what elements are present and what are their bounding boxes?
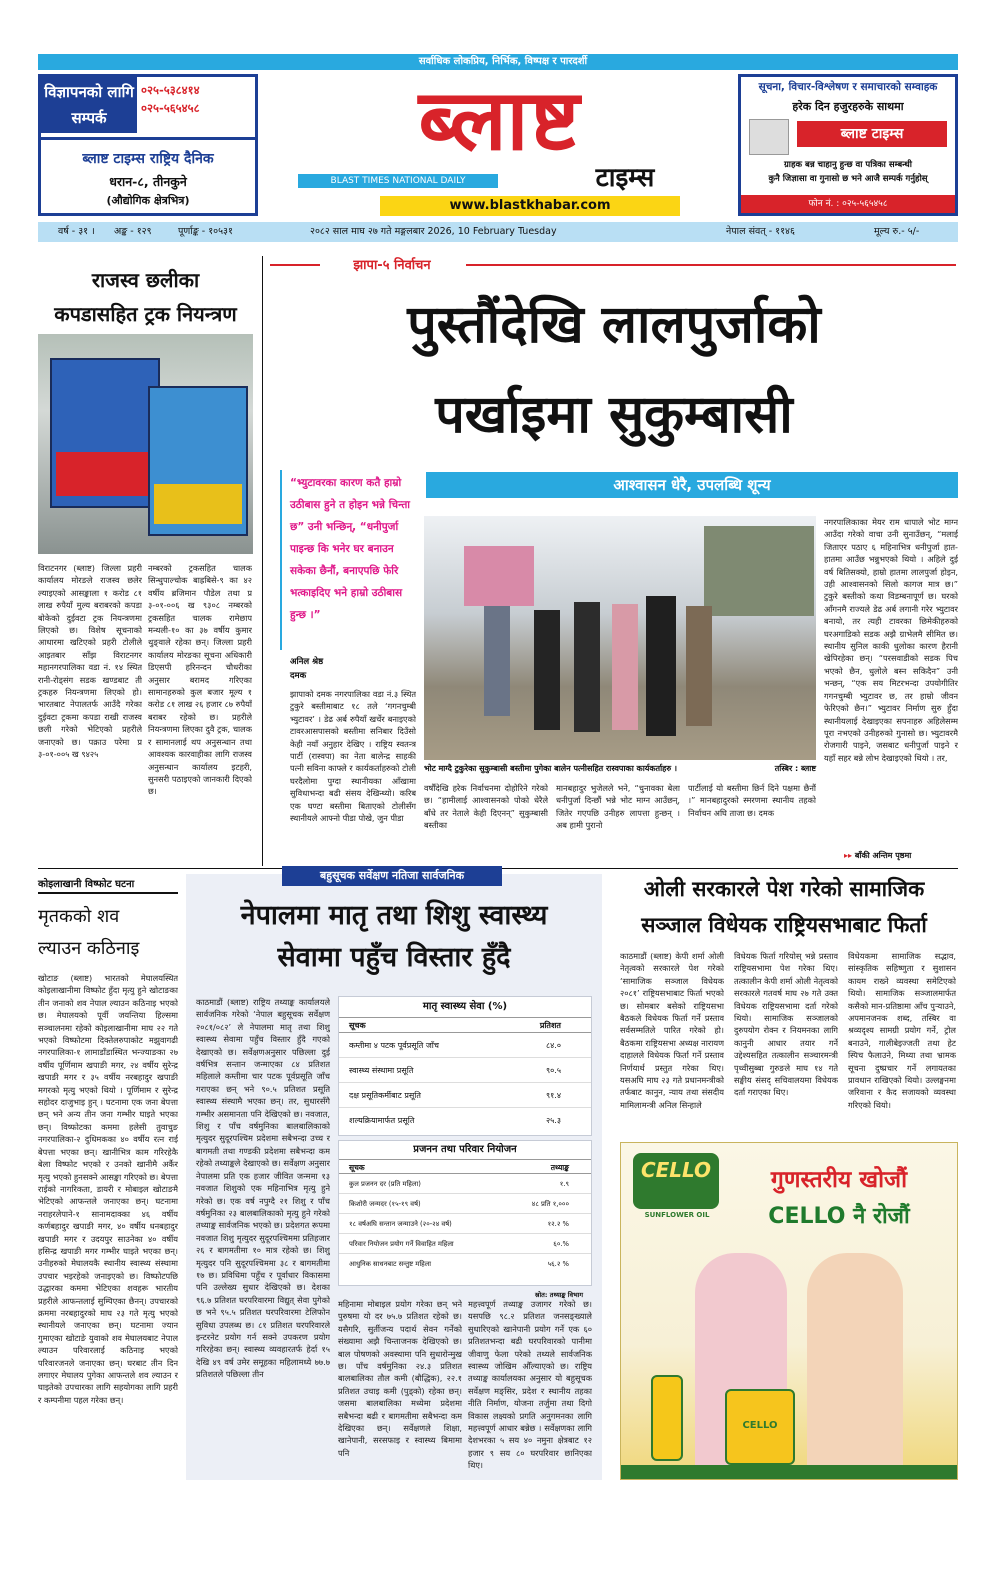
ad-right-brand: ब्लाष्ट टाइम्स [797, 121, 947, 147]
mine-headline-1: मृतकको शव [38, 906, 120, 927]
bill-body-col2: विधेयक फिर्ता गरियोस् भन्ने प्रस्ताव राष्ट्रियसभामा पेश गरेका थिए। तत्कालीन केपी शर्मा ओली नेतृत्वको सरकारले गतवर्ष माघ २७ गते उक्त विधेयक राष्ट्रियसभामा दर्ता गरेको थियो। सामाजिक सञ्जालको दुरुपयोग रोक्न र नियमनका लागि कानुनी आधार तयार गर्ने उद्देश्यसहित तत्कालीन सञ्चारमन्त्री पृथ्वीसुब्बा गुरुङले माघ १४ गते सङ्घीय संसद् सचिवालयमा विधेयक दर्ता गराएका थिए। [734, 951, 838, 1098]
table-row [339, 1234, 591, 1254]
truck-headline-1: राजस्व छलीका [91, 268, 200, 292]
row-value: १.९ [559, 1180, 569, 1188]
cello-logo [633, 1153, 719, 1209]
table-row [339, 1108, 591, 1133]
lead-headline-2: पर्खाइमा सुकुम्बासी [435, 385, 793, 445]
price: मूल्य रु.- ५/- [874, 226, 920, 237]
lead-deck: आश्वासन धेरै, उपलब्धि शून्य [426, 472, 958, 498]
row-label: शल्यक्रियामार्फत प्रसूति [349, 1116, 415, 1125]
table-row [339, 1083, 591, 1108]
ad-right-line2: ग्राहक बन्न चाहानु हुन्छ वा पत्रिका सम्बन्धी [784, 160, 912, 170]
issue: अङ्क - १२९ [114, 226, 152, 237]
survey-kicker: बहुसूचक सर्वेक्षण नतिजा सार्वजनिक [282, 866, 502, 886]
row-value: १२.२ % [547, 1220, 569, 1228]
truck-body-col2: नम्बरको ट्रकसहित चालक सिन्धुपाल्चोक बाह्रबिसे-९ का ४२ वर्षीय ब्रजिमान पौडेल तथा प्र ३-०१-००६ ख ९३०८ नम्बरको ट्रकसहित चालक रामेछाप मन्थली-१० का ३७ वर्षीय कुमार थुङ्वाले रहेका छन्। जिल्ला प्रहरी कार्यालय मोरङका सूचना अधिकारी डिएसपी हरिनन्दन चौधरीका अनुसार बरामद गरिएका सामानहरुको कुल बजार मूल्य १ करोड ८१ लाख २६ हजार ८७ रुपैयाँ बराबर रहेको छ। प्रहरीले नियन्त्रणमा लिएका दुवै ट्रक, चालक र सामानलाई थप अनुसन्धान तथा आवश्यक कारवाहीका लागि राजस्व अनुसन्धान कार्यालय इटहरी, सुनसरी पठाइएको जानकारी दिएको छ। [148, 563, 252, 797]
ad-left-divider [41, 137, 255, 140]
ad-right-phone: फोन नं. : ०२५-५६५४५८ [741, 195, 955, 213]
survey-body-c: महत्त्वपूर्ण तथ्याङ्क उजागर गरेको छ। यसपछि ९८.२ प्रतिशत जनसङ्ख्याले सुधारिएको खानेपानी प्रयोग गर्ने एक ६० प्रतिशतभन्दा बढी घरपरिवारको पानीमा जीवाणु फेला परेको तथ्यले सार्वजनिक स्वास्थ्य जोखिम औँल्याएको छ। राष्ट्रिय तथ्याङ्क कार्यालयका अनुसार यो बहुसूचक सर्वेक्षण मङ्सिर, प्रदेश र स्थानीय तहका नीति निर्माण, योजना तर्जुमा तथा दिगो विकास लक्ष्यको प्रगति अनुगमनका लागि महत्त्वपूर्ण आधार बन्नेछ । सर्वेक्षणका लागि देशभरका ५ सय ४० नमुना क्षेत्रबाट १२ हजार ९ सय ८० घरपरिवार छानिएका थिए। [468, 1299, 592, 1471]
newspaper-icon [749, 119, 789, 155]
row-label: दक्ष प्रसूतिकर्मीबाट प्रसूति [349, 1091, 421, 1100]
lead-body-right: नगरपालिकाका मेयर राम धापाले भोट माग्न आउँदा गरेको वाचा उनी सुनाउँछन्, “मलाई जिताएर पठाए ६ महिनाभित्र धनीपुर्जा हात-हातमा आउँछ भन्नुभएको थियो । अहिले दुई वर्ष बितिसक्यो, हाम्रो हातमा लालपुर्जा होइन, उही आश्वासनको सिलो कागज मात्र छ।” टुकुरे बस्तीको कथा विडम्बनापूर्ण छ। घरको आँगनमै राज्यले डेढ अर्ब लगानी गरेर भ्युटावर बनायो, तर त्यही टावरका छिमेकीहरुको घरअगाडिको सडक अझै ग्राभेलमै सीमित छ। स्थानीय सुनिल काकी धुलोका कारण हैरानी खेपिरहेका छन्। “परसवाडीको सडक पिच भएको छैन, धुलोले बस्न सकिदैन” उनी भन्छन्, “एक सय मिटरभन्दा उपयोगीतिर गगनचुम्बी भ्युटावर छ, तर हाम्रो जीवन फेरिएको छैन।” भ्युटावर निर्माण सुरु हुँदा स्थानीयलाई देखाइएका सपनाहरु अहिलेसम्म पूरा नभएको उनीहरुको गुनासो छ। भ्युटावरमै रोजगारी पाइने, जसबाट धनीपुर्जा पाइने र यहाँ सहर बन्ने लोभ देखाइएको थियो । तर, [824, 517, 958, 763]
ad-contact-left [38, 74, 258, 216]
truck-headline-2: कपडासहित ट्रक नियन्त्रण [54, 302, 237, 326]
continued-text: बाँकी अन्तिम पृष्ठमा [854, 851, 912, 860]
cello-advertisement [620, 1142, 958, 1480]
divider-vertical-1 [262, 256, 263, 866]
table-row [339, 1214, 591, 1234]
row-value: ८४.० [545, 1041, 561, 1050]
logo-english-name: BLAST TIMES NATIONAL DAILY [298, 174, 498, 188]
fertility-table-title: प्रजनन तथा परिवार नियोजन [413, 1144, 517, 1155]
cello-product: SUNFLOWER OIL [644, 1211, 710, 1219]
lead-photo-caption: भोट माग्दै टुकुरेका सुकुम्बासी बस्तीमा पुगेका बालेन पत्नीसहित रास्वपाका कार्यकर्ताहरु । [424, 764, 678, 773]
full-number: पूर्णाङ्क - १०५३१ [178, 226, 233, 237]
logo-text: ब्लाष्ट [418, 71, 582, 169]
masthead-logo [290, 70, 710, 220]
table-row [339, 1254, 591, 1274]
maternal-table-title: मातृ स्वास्थ्य सेवा (%) [422, 1001, 508, 1012]
ad-left-title: विज्ञापनको लागि सम्पर्क [41, 77, 137, 133]
mine-kicker: कोइलाखानी विष्फोट घटना [38, 876, 178, 894]
kicker-rule-left [270, 264, 320, 266]
cello-slogan-2: CELLO नै रोजौं [768, 1204, 910, 1229]
truck-body-col1: विराटनगर (ब्लाष्ट) जिल्ला प्रहरी कार्यालय मोरङले राजस्व छलेर ल्याइएको आसङ्काला १ करोड ८१ लाख रुपैयाँ मुल्य बराबरको कपडा बोकेको दुईवटा ट्रक नियन्त्रणमा लिएको छ। विशेष सूचनाको आधारमा खटिएको प्रहरी टोलीले आइतबार साँझ विराटनगर महानगरपालिका वडा नं. १४ स्थित रानी-रोड्संग सडक खण्डबाट ती ट्रकहरु नियन्त्रणमा लिएको हो। भारतबाट नेपालतर्फ आउँदै गरेका दुईवटा ट्रकमा कपडा राखी राजस्व छली गरेको भेटिएको प्रहरीले जनाएको छ। पक्राउ परेमा प्र ३-०१-००५ ख ९४२५ [38, 563, 142, 760]
row-label: किशोरी जन्मदर (१५-१९ वर्ष) [349, 1200, 421, 1208]
row-value: २५.३ [545, 1116, 561, 1125]
pullquote-bar [280, 470, 282, 650]
row-value: ९१.४ [545, 1091, 561, 1100]
row-label: कम्तीमा ४ पटक पूर्वप्रसूति जाँच [349, 1041, 439, 1050]
lead-dateline: दमक [290, 671, 307, 681]
maternal-col-value: प्रतिशत [539, 1021, 561, 1030]
ad-right-line3: कुनै जिज्ञासा वा गुनासो छ भने आजै सम्पर्क गर्नुहोस् [768, 174, 928, 184]
table-row [339, 1033, 591, 1058]
ad-right-line1: हरेक दिन हजुरहरुके साथमा [792, 100, 904, 113]
row-value: ४८ प्रति १,००० [531, 1200, 569, 1208]
lead-headline-1: पुस्तौंदेखि लालपुर्जाको [407, 295, 821, 355]
ad-subscribe-right [738, 74, 958, 216]
fertility-col-value: तथ्याङ्क [550, 1163, 569, 1172]
row-label: परिवार नियोजन प्रयोग गर्ने विवाहित महिला [349, 1240, 454, 1248]
date-bar [38, 222, 958, 242]
bill-headline-2: सञ्जाल विधेयक राष्ट्रियसभाबाट फिर्ता [641, 913, 927, 937]
fertility-col-indicator: सूचक [349, 1163, 365, 1172]
lead-pullquote: “भ्युटावरका कारण कतै हाम्रो उठीबास हुने त होइन भन्ने चिन्ता छ” उनी भन्छिन्, “धनीपुर्जा पाइन्छ कि भनेर घर बनाउन सकेका छैनौं, बनाएपछि फेरि भत्काइदिए भने हाम्रो उठीबास हुन्छ ।” [290, 477, 411, 621]
masthead-tagline: सर्वाधिक लोकप्रिय, निर्भिक, विष्पक्ष र पारदर्शी [418, 56, 588, 67]
lead-body-mid-1: वर्षौंदेखि हरेक निर्वाचनमा दोहोरिने गरेको छ। “हामीलाई आश्वासनको पोको धेरैले बाँधे तर नेताले केही दिएनन्” सुकुम्बासी बस्तीका [424, 783, 548, 831]
table-row [339, 1058, 591, 1083]
fertility-table [338, 1140, 592, 1299]
lead-body-left: झापाको दमक नगरपालिका वडा नं.३ स्थित टुकुरे बस्तीमाबाट १८ तले ‘गगनचुम्बी भ्युटावर’ । डेढ अर्ब रुपैयाँ खर्चेर बनाइएको टावरआसपासको बस्तीमा सनिबार दिउँसो केही नयाँ अनुहार देखिए । राष्ट्रिय स्वतन्त्र पार्टी (रास्वपा) का नेता बालेन्द्र साहकी पत्नी सविना काफ्ले र कार्यकर्ताहरुको टोली घरदैलोमा पुग्दा स्थानीयका आँखामा सुविधाभन्दा बढी संसय देखिन्थ्यो। करिब एक घण्टा बस्तीमा बिताएको टोलीसँग स्थानीयले आफ्नो पीडा पोखे, जुन पीडा [290, 689, 416, 824]
lead-body-mid-2: मानबहादुर भुजेलले भने, “चुनावका बेला धनीपुर्जा दिन्छौं भन्ने भोट माग्न आउँछन्, जितेर गएपछि उनीहरु लापत्ता हुन्छन् । अब हामी पुरानो [556, 783, 680, 831]
row-value: ६०.% [553, 1240, 569, 1248]
survey-body-a: काठमाडौं (ब्लाष्ट) राष्ट्रिय तथ्याङ्क कार्यालयले सार्वजनिक गरेको ‘नेपाल बहुसूचक सर्वेक्षण २०८१/०८२’ ले नेपालमा मातृ तथा शिशु स्वास्थ्य सेवामा पहुँच विस्तार हुँदै गएको देखाएको छ। सर्वेक्षणअनुसार पछिल्ला दुई वर्षभित्र सन्तान जन्माएका ८४ प्रतिशत महिलाले कम्तीमा चार पटक पूर्वप्रसूति जाँच गराएका छन् भने ९०.५ प्रतिशत प्रसूति स्वास्थ्य संस्थामै भएका छन्। तर, सुधारसँगै गम्भीर असमानता पनि देखिएको छ। नवजात, शिशु र पाँच वर्षमुनिका बालबालिकाको मृत्युदर सुदूरपश्चिम प्रदेशमा सबैभन्दा उच्च र बागमती तथा गण्डकी प्रदेशमा सबैभन्दा कम रहेको तथ्याङ्कले देखाएको छ। सर्वेक्षण अनुसार नेपालमा प्रति एक हजार जीवित जन्ममा १३ नवजात शिशुको एक महिनाभित्र मृत्यु हुने गरेको छ। एक वर्ष नपुग्दै २१ शिशु र पाँच वर्षमुनिका २३ बालबालिकाको मृत्यु हुने गरेको तथ्याङ्क सार्वजनिक भएको छ। प्रदेशगत रूपमा नवजात शिशु मृत्युदर सुदूरपश्चिममा प्रतिहजार २६ र बागमतीमा १० मात्र रहेको छ। शिशु मृत्युदर पनि सुदूरपश्चिममा ३८ र बागमतीमा १७ छ। प्रविधिमा पहुँच र पूर्वाधार विकासमा पनि उल्लेख्य सुधार देखिएको छ। देशका ९६.७ प्रतिशत घरपरिवारमा विद्युत् सेवा पुगेको छ भने ९५.५ प्रतिशत घरपरिवारमा टेलिफोन सुविधा उपलब्ध छ। ८१ प्रतिशत घरपरिवारले इन्टरनेट प्रयोग गर्न सक्ने उपकरण प्रयोग गरिरहेका छन्। स्वास्थ्य व्यवहारतर्फ हेर्दा १५ देखि ४९ वर्ष उमेर समूहका महिलामध्ये ७७.७ प्रतिशतले पछिल्ला तीन [196, 997, 330, 1380]
model-right [807, 1253, 903, 1473]
mine-body: खोटाङ (ब्लाष्ट) भारतको मेघालयस्थित कोइलाखानीमा विष्फोट हुँदा मृत्यु हुने खोटाङका तीन जनाको शव नेपाल ल्याउन कठिनाइ भएको छ। मेघालयको पूर्वी जयन्तिया हिल्समा सञ्चालनमा रहेको कोइलाखानीमा माघ २२ गते भएको विष्फोटमा दिक्तेलरुपाकोट मझुवागढी नगरपालिका-१ लामाडाँडास्थित भन्ज्याङका २७ वर्षीय पूर्णिमाम खपाङी मगर, २४ वर्षीय सुरेन्द्र खपाङी मगर र ३५ वर्षीय नरबहादुर खपाङी मगरको मृत्यु भएको थियो । पूर्णिमाम र सुरेन्द्र सहोदर दाजुभाइ हुन् । घटनामा एक जना बेपत्ता छन् भने अन्य तीन जना गम्भीर घाइते भएका छन्। विष्फोटका कममा हलेसी तुवाचुङ नगरपालिका-२ दुधिमकका ४० वर्षीय रत्न राई बेपत्ता भएका छन्। खानीभित्र काम गरिरहेकै बेला विष्फोट भएको र उनको खानीमै अर्कैर मृत्यु भएको हुनसक्ने आसङ्का गरिएको छ। बेपत्ता राईको नागरिकता, डायरी र मोबाइल खोटाङमै भेटिएको आफन्तले जनाएका छन्। घटनामा नराहरलेपाने-१ सानामदाक्का ४६ वर्षीय कर्णबहादुर खपाङी मगर, ४० वर्षीय धनबहादुर खपाङी मगर र उदयपुर साउनेका ४० वर्षीय हसिन्द्र खपाङी मगर गम्भीर घाइते भएका छन्। उनीहरुको मेघालयकै स्थानीय स्वास्थ्य संस्थामा उपचार भइरहेको जनाइएको छ। विष्फोटपछि उद्धारका कममा भेटिएका शवहरू भारतीय प्रहरीले आफन्तलाई सुम्पिएका छैनन्। उपचारको क्रममा नरबहादुरको माघ २३ गते मृत्यु भएको स्थानीयले जनाएका छन्। घटनामा ज्यान गुमाएका खोटाङे युवाको शव मेघालयबाट नेपाल ल्याउन परिवारलाई कठिनाइ भएको परिवारजनले जनाएका छन्। घरबाट तीन दिन लगाएर मेघालय पुगेका आफन्तले शव ल्याउन र घाइतेको उपचारका लागि सहयोगका लागि प्रहरी र कम्पनीमा पहल गरेका छन्। [38, 973, 178, 1405]
ad-right-title: सूचना, विचार-विश्लेषण र समाचारको सम्वाहक [758, 81, 938, 93]
ad-left-address: धरान-८, तीनकुने [109, 174, 187, 189]
mine-headline-2: ल्याउन कठिनाइ [38, 938, 140, 959]
maternal-col-indicator: सूचक [349, 1021, 366, 1030]
table-row [339, 1194, 591, 1214]
lead-photo [424, 516, 816, 760]
cello-slogan-1: गुणस्तरीय खोजौं [770, 1167, 908, 1193]
lead-kicker: झापा-५ निर्वाचन [322, 256, 462, 276]
lead-body-mid-3: पार्टीलाई यो बस्तीमा छिर्न दिने पक्षमा छैनौं ।” मानबहादुरको स्मरणमा स्थानीय तहको निर्वाचन अघि ताजा छ। दमक [688, 783, 816, 818]
lead-continued: ▸▸ बाँकी अन्तिम पृष्ठमा [844, 851, 912, 860]
logo-sub: टाइम्स [595, 163, 655, 193]
lead-byline: अनिल श्रेष्ठ [290, 657, 324, 667]
fertility-table-source: स्रोत: तथ्याङ्क विभाग [535, 1291, 583, 1299]
cello-footer-band [621, 1465, 958, 1480]
bill-body-col3: विधेयकमा सामाजिक सद्भाव, सांस्कृतिक सहिष्णुता र सुशासन कायम राख्ने व्यवस्था समेटिएको थियो। सामाजिक सञ्जालमार्फत कसैको मान-प्रतिष्ठामा आँच पुऱ्याउने, अपमानजनक शब्द, तस्बिर वा श्रव्यदृश्य सामग्री प्रयोग गर्ने, ट्रोल बनाउने, गालीबेइज्जती तथा हेट स्पिच फैलाउने, मिथ्या तथा भ्रामक सूचना दुष्प्रचार गर्ने लगायतका प्रावधान राखिएको थियो। उल्लङ्घनमा जरिवाना र कैद सजायको व्यवस्था गरिएको थियो। [848, 951, 956, 1110]
bill-headline-1: ओली सरकारले पेश गरेको सामाजिक [643, 877, 925, 901]
lead-photo-credit: तस्बिर : ब्लाष्ट [750, 762, 816, 776]
row-label: १८ वर्षअघि सन्तान जन्माउने (२०-२४ वर्ष) [349, 1220, 452, 1228]
ad-left-phone2: ०२५-५६५४५८ [141, 101, 200, 115]
row-label: आधुनिक साधनबाट सन्तुष्ट महिला [349, 1260, 432, 1268]
website-link[interactable]: www.blastkhabar.com [380, 196, 680, 216]
oil-jar: CELLO [725, 1389, 795, 1465]
maternal-table [338, 996, 592, 1136]
issue-date: २०८२ साल माघ २७ गते मङ्गलबार 2026, 10 February Tuesday [310, 226, 557, 237]
cello-brand: CELLO [640, 1158, 712, 1182]
ad-left-name: ब्लाष्ट टाइम्स राष्ट्रिय दैनिक [82, 151, 214, 167]
truck-photo [38, 334, 253, 554]
bill-body-col1: काठमाडौं (ब्लाष्ट) केपी शर्मा ओली नेतृत्वको सरकारले पेश गरेको ‘सामाजिक सञ्जाल विधेयक २०८१’ राष्ट्रियसभाबाट फिर्ता भएको छ। सोमबार बसेको राष्ट्रियसभा बैठकले विधेयक फिर्ता गर्ने प्रस्ताव सर्वसम्मतिले पारित गरेको हो। बैठकमा राष्ट्रियसभा अध्यक्ष नारायण दाहालले विधेयक फिर्ता गर्ने प्रस्ताव निर्णयार्थ प्रस्तुत गरेका थिए। यसअघि माघ २३ गते प्रधानमन्त्रीको तर्फबाट कानुन, न्याय तथा संसदीय मामिलामन्त्री अनिल सिन्हाले [620, 951, 724, 1110]
nepal-samvat: नेपाल संवत् - ११४६ [726, 226, 795, 237]
row-label: कुल प्रजनन दर (प्रति महिला) [349, 1180, 421, 1188]
survey-headline-2: सेवामा पहुँच विस्तार हुँदै [277, 942, 511, 973]
survey-body-b: महिनामा मोबाइल प्रयोग गरेका छन् भने पुरुषमा यो दर ७५.७ प्रतिशत रहेको छ। यसैगरि, सुर्तीजन्य पदार्थ सेवन गर्नेको संख्यामा अझै चिन्ताजनक देखिएको छ। बाल पोषणको अवस्थामा पनि सुधारोन्मुख छ। पाँच वर्षमुनिका २४.३ प्रतिशत बालबालिका तौल कमी (बौद्धिक), २२.१ प्रतिशत उचाइ कमी (पुड्को) रहेका छन्। जसमा बालबालिका मध्येमा प्रदेशमा सबैभन्दा बढी र बागमतीमा सबैभन्दा कम देखिएका छन्। सर्वेक्षणले शिक्षा, खानेपानी, सरसफाइ र स्वास्थ्य बिमामा पनि [338, 1299, 462, 1458]
row-value: ९०.५ [545, 1066, 561, 1075]
kicker-rule-right [466, 264, 956, 266]
row-label: स्वास्थ्य संस्थामा प्रसूति [349, 1066, 414, 1075]
survey-headline-1: नेपालमा मातृ तथा शिशु स्वास्थ्य [240, 900, 548, 931]
table-row [339, 1174, 591, 1194]
row-value: ५६.२ % [547, 1260, 569, 1268]
oil-bottle-left [651, 1375, 683, 1461]
ad-left-area: (औद्योगिक क्षेत्रभित्र) [106, 194, 190, 207]
volume: वर्ष - ३१ । [58, 226, 95, 237]
ad-left-phone1: ०२५-५३८४१४ [141, 83, 200, 97]
